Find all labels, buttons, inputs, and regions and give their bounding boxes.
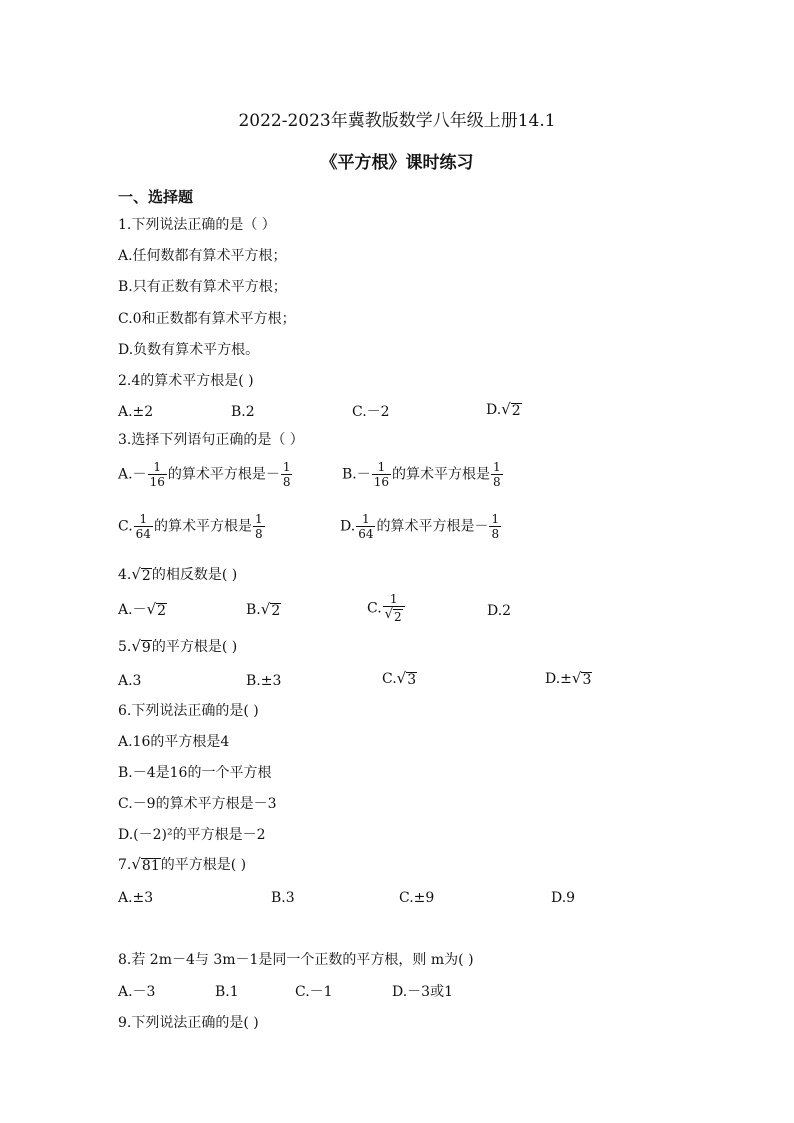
question-4-option-d: D.2 bbox=[487, 603, 512, 619]
numerator: 1 bbox=[389, 592, 398, 606]
section-heading: 一、选择题 bbox=[118, 188, 194, 206]
denominator: 8 bbox=[254, 527, 263, 541]
question-7-option-b: B.3 bbox=[271, 890, 295, 906]
question-number: 4. bbox=[118, 567, 132, 583]
fraction bbox=[372, 460, 391, 489]
fraction bbox=[491, 460, 503, 489]
question-3-option-a bbox=[118, 460, 293, 489]
option-label: B.－ bbox=[342, 466, 371, 483]
option-label: D.± bbox=[545, 671, 572, 687]
question-6-stem: 6.下列说法正确的是( ) bbox=[118, 703, 259, 719]
question-1-option-b: B.只有正数有算术平方根； bbox=[118, 279, 287, 295]
option-label: A.－ bbox=[118, 466, 147, 483]
document-title: 2022-2023年冀教版数学八年级上册14.1 bbox=[238, 111, 556, 131]
denominator bbox=[383, 606, 405, 625]
question-1-option-d: D.负数有算术平方根。 bbox=[118, 342, 260, 358]
question-2-option-a: A.±2 bbox=[118, 404, 154, 420]
question-2-option-d bbox=[486, 400, 522, 420]
question-2-option-b: B.2 bbox=[231, 404, 255, 420]
question-8-option-a: A.－3 bbox=[118, 984, 156, 1000]
option-text: 的算术平方根是 bbox=[153, 518, 252, 535]
question-8-stem: 8.若 2m－4与 3m－1是同一个正数的平方根，则 m为( ) bbox=[118, 952, 474, 968]
question-9-stem: 9.下列说法正确的是( ) bbox=[118, 1015, 259, 1031]
question-5-option-b: B.±3 bbox=[246, 673, 282, 689]
question-6-option-a: A.16的平方根是4 bbox=[118, 734, 230, 750]
question-1-option-a: A.任何数都有算术平方根； bbox=[118, 248, 287, 264]
question-7-option-a: A.±3 bbox=[118, 890, 154, 906]
denominator: 8 bbox=[491, 527, 500, 541]
question-8-option-c: C.－1 bbox=[295, 984, 333, 1000]
square-root: √ 3 bbox=[571, 669, 592, 688]
question-6-option-b: B.－4是16的一个平方根 bbox=[118, 765, 272, 781]
question-text: 的平方根是( ) bbox=[151, 639, 238, 655]
numerator: 1 bbox=[153, 460, 162, 474]
option-label: C. bbox=[382, 671, 397, 687]
question-text: 的相反数是( ) bbox=[151, 567, 238, 583]
question-5-option-c bbox=[382, 669, 417, 689]
option-label: C. bbox=[367, 600, 382, 617]
numerator: 1 bbox=[254, 512, 263, 526]
square-root: √ 3 bbox=[396, 669, 417, 688]
denominator: 8 bbox=[493, 475, 501, 489]
question-8-option-b: B.1 bbox=[215, 984, 239, 1000]
square-root: √ 2 bbox=[146, 600, 167, 619]
radicand: 2 bbox=[393, 610, 402, 624]
question-3-option-c bbox=[118, 512, 266, 541]
square-root: √ 2 bbox=[501, 400, 521, 419]
document-subtitle: 《平方根》课时练习 bbox=[320, 153, 474, 173]
denominator: 64 bbox=[135, 527, 151, 541]
question-4-option-b bbox=[246, 600, 281, 620]
square-root: √ 9 bbox=[131, 637, 151, 656]
question-5-option-d bbox=[545, 669, 592, 689]
radicand: 81 bbox=[141, 858, 160, 874]
option-label: C. bbox=[118, 518, 133, 535]
question-3-option-b bbox=[342, 460, 504, 489]
radicand: 2 bbox=[271, 603, 281, 619]
question-7-option-c: C.±9 bbox=[399, 890, 435, 906]
fraction bbox=[489, 512, 501, 541]
question-number: 5. bbox=[118, 639, 132, 655]
fraction bbox=[383, 592, 405, 625]
question-7-stem bbox=[118, 855, 246, 875]
square-root: √ 2 bbox=[260, 600, 281, 619]
square-root: √ 2 bbox=[131, 565, 151, 584]
radicand: 2 bbox=[511, 403, 521, 419]
fraction bbox=[253, 512, 265, 541]
fraction bbox=[281, 460, 293, 489]
numerator: 1 bbox=[362, 512, 370, 526]
question-8-option-d: D.－3或1 bbox=[392, 984, 453, 1000]
question-4-stem bbox=[118, 565, 237, 585]
question-1-option-c: C.0和正数都有算术平方根； bbox=[118, 311, 296, 327]
question-5-stem bbox=[118, 637, 237, 657]
denominator: 64 bbox=[358, 527, 374, 541]
question-6-option-c: C.－9的算术平方根是－3 bbox=[118, 796, 277, 812]
radicand: 9 bbox=[141, 640, 151, 656]
question-2-option-c: C.－2 bbox=[352, 404, 390, 420]
question-6-option-d: D.(－2)²的平方根是－2 bbox=[118, 827, 266, 843]
option-label: D. bbox=[486, 402, 502, 418]
option-label: D. bbox=[340, 518, 356, 535]
option-label: B. bbox=[246, 602, 261, 618]
radicand: 3 bbox=[582, 672, 592, 688]
numerator: 1 bbox=[491, 512, 500, 526]
numerator: 1 bbox=[282, 460, 291, 474]
fraction bbox=[148, 460, 167, 489]
question-1-stem: 1.下列说法正确的是（ ） bbox=[118, 217, 276, 233]
option-text: 的算术平方根是－ bbox=[167, 466, 280, 483]
denominator: 8 bbox=[282, 475, 291, 489]
question-3-option-d bbox=[340, 512, 502, 541]
question-7-option-d: D.9 bbox=[551, 890, 576, 906]
numerator: 1 bbox=[377, 460, 386, 474]
fraction bbox=[356, 512, 375, 541]
fraction bbox=[134, 512, 153, 541]
question-number: 7. bbox=[118, 857, 132, 873]
radicand: 3 bbox=[407, 672, 417, 688]
denominator: 16 bbox=[149, 475, 165, 489]
question-5-option-a: A.3 bbox=[118, 673, 142, 689]
question-text: 的平方根是( ) bbox=[160, 857, 247, 873]
radicand: 2 bbox=[157, 603, 167, 619]
question-2-stem: 2.4的算术平方根是( ) bbox=[118, 373, 254, 389]
denominator: 16 bbox=[373, 475, 390, 489]
numerator: 1 bbox=[493, 460, 501, 474]
option-text: 的算术平方根是－ bbox=[376, 518, 489, 535]
option-label: A.－ bbox=[118, 602, 147, 618]
question-4-option-a bbox=[118, 600, 167, 620]
question-4-option-c bbox=[367, 592, 406, 625]
option-text: 的算术平方根是 bbox=[392, 466, 491, 483]
square-root: √ 81 bbox=[131, 855, 160, 874]
square-root: √ 2 bbox=[384, 607, 402, 624]
numerator: 1 bbox=[139, 512, 148, 526]
radicand: 2 bbox=[141, 568, 151, 584]
question-3-stem: 3.选择下列语句正确的是（ ） bbox=[118, 432, 304, 448]
